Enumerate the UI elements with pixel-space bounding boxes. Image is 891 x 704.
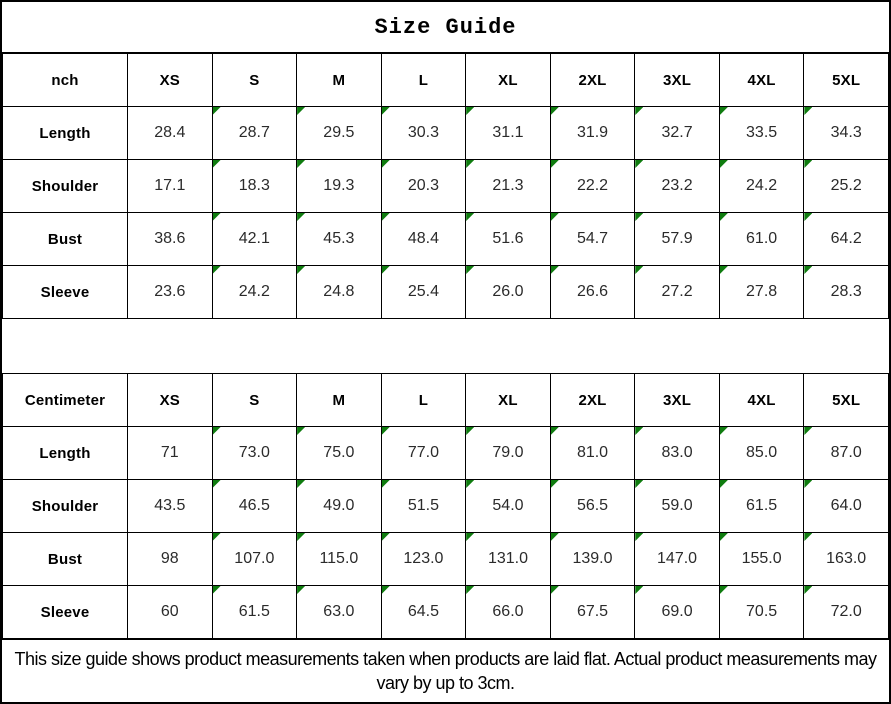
size-header-cell: XL [466, 54, 551, 107]
value-cell: 64.0 [804, 480, 889, 533]
value-cell: 33.5 [719, 107, 804, 160]
value-cell: 46.5 [212, 480, 297, 533]
value-cell: 45.3 [297, 213, 382, 266]
cell-corner-marker [804, 213, 812, 221]
cell-corner-marker [635, 533, 643, 541]
size-header-cell: S [212, 374, 297, 427]
cell-corner-marker [804, 480, 812, 488]
centimeter-size-table [2, 373, 889, 639]
cell-corner-marker [466, 480, 474, 488]
cell-corner-marker [213, 266, 221, 274]
value-cell: 77.0 [381, 427, 466, 480]
table-row [3, 533, 889, 586]
value-cell: 29.5 [297, 107, 382, 160]
value-cell: 64.5 [381, 586, 466, 639]
value-cell: 123.0 [381, 533, 466, 586]
cell-corner-marker [297, 480, 305, 488]
value-cell: 25.4 [381, 266, 466, 319]
cell-corner-marker [466, 213, 474, 221]
cell-corner-marker [297, 213, 305, 221]
value-cell: 83.0 [635, 427, 720, 480]
row-label-cell: Length [3, 107, 128, 160]
cell-corner-marker [720, 586, 728, 594]
value-cell: 69.0 [635, 586, 720, 639]
cell-corner-marker [551, 586, 559, 594]
cell-corner-marker [297, 107, 305, 115]
value-cell: 147.0 [635, 533, 720, 586]
value-cell: 19.3 [297, 160, 382, 213]
cell-corner-marker [466, 533, 474, 541]
size-header-cell: L [381, 374, 466, 427]
cell-corner-marker [551, 427, 559, 435]
value-cell: 27.8 [719, 266, 804, 319]
cell-corner-marker [635, 586, 643, 594]
value-cell: 79.0 [466, 427, 551, 480]
size-header-cell: S [212, 54, 297, 107]
row-label-cell: Sleeve [3, 266, 128, 319]
value-cell: 24.2 [719, 160, 804, 213]
cell-corner-marker [382, 480, 390, 488]
cell-corner-marker [382, 586, 390, 594]
table-spacer [2, 319, 889, 373]
value-cell: 54.0 [466, 480, 551, 533]
cell-corner-marker [297, 160, 305, 168]
title-row [2, 2, 889, 53]
unit-label-cell: nch [3, 54, 128, 107]
size-header-cell: XS [128, 54, 213, 107]
value-cell: 66.0 [466, 586, 551, 639]
value-cell: 49.0 [297, 480, 382, 533]
cell-corner-marker [635, 480, 643, 488]
size-header-cell: L [381, 54, 466, 107]
value-cell: 42.1 [212, 213, 297, 266]
cell-corner-marker [213, 586, 221, 594]
value-cell: 24.8 [297, 266, 382, 319]
value-cell: 67.5 [550, 586, 635, 639]
value-cell: 38.6 [128, 213, 213, 266]
row-label-cell: Sleeve [3, 586, 128, 639]
value-cell: 75.0 [297, 427, 382, 480]
size-header-cell: 4XL [719, 374, 804, 427]
value-cell: 81.0 [550, 427, 635, 480]
cell-corner-marker [213, 107, 221, 115]
value-cell: 28.3 [804, 266, 889, 319]
value-cell: 59.0 [635, 480, 720, 533]
unit-label-cell: Centimeter [3, 374, 128, 427]
value-cell: 34.3 [804, 107, 889, 160]
value-cell: 57.9 [635, 213, 720, 266]
value-cell: 63.0 [297, 586, 382, 639]
row-label-cell: Shoulder [3, 160, 128, 213]
value-cell: 30.3 [381, 107, 466, 160]
value-cell: 115.0 [297, 533, 382, 586]
cell-corner-marker [720, 427, 728, 435]
cell-corner-marker [382, 160, 390, 168]
value-cell: 54.7 [550, 213, 635, 266]
header-row [3, 374, 889, 427]
value-cell: 26.0 [466, 266, 551, 319]
size-header-cell: 2XL [550, 54, 635, 107]
cell-corner-marker [551, 107, 559, 115]
cell-corner-marker [382, 427, 390, 435]
cell-corner-marker [720, 213, 728, 221]
cell-corner-marker [551, 533, 559, 541]
table-row [3, 586, 889, 639]
cell-corner-marker [551, 213, 559, 221]
value-cell: 21.3 [466, 160, 551, 213]
size-header-cell: M [297, 54, 382, 107]
footer-note [2, 639, 889, 702]
value-cell: 70.5 [719, 586, 804, 639]
value-cell: 72.0 [804, 586, 889, 639]
value-cell: 17.1 [128, 160, 213, 213]
size-header-cell: XL [466, 374, 551, 427]
value-cell: 155.0 [719, 533, 804, 586]
cell-corner-marker [551, 266, 559, 274]
cell-corner-marker [213, 427, 221, 435]
table-row [3, 427, 889, 480]
value-cell: 27.2 [635, 266, 720, 319]
cell-corner-marker [635, 266, 643, 274]
value-cell: 51.6 [466, 213, 551, 266]
value-cell: 22.2 [550, 160, 635, 213]
table-row [3, 266, 889, 319]
footer-note-text: This size guide shows product measurements taken when products are laid flat. Actual product measurements may vary by up to 3cm. [14, 649, 877, 693]
cell-corner-marker [466, 107, 474, 115]
size-header-cell: M [297, 374, 382, 427]
cell-corner-marker [804, 586, 812, 594]
value-cell: 20.3 [381, 160, 466, 213]
cell-corner-marker [297, 427, 305, 435]
cell-corner-marker [213, 480, 221, 488]
value-cell: 25.2 [804, 160, 889, 213]
cell-corner-marker [720, 160, 728, 168]
cell-corner-marker [635, 107, 643, 115]
value-cell: 48.4 [381, 213, 466, 266]
value-cell: 23.6 [128, 266, 213, 319]
size-header-cell: 5XL [804, 374, 889, 427]
value-cell: 87.0 [804, 427, 889, 480]
value-cell: 163.0 [804, 533, 889, 586]
table-row [3, 480, 889, 533]
value-cell: 61.5 [212, 586, 297, 639]
value-cell: 61.0 [719, 213, 804, 266]
cell-corner-marker [635, 427, 643, 435]
row-label-cell: Bust [3, 213, 128, 266]
cell-corner-marker [551, 160, 559, 168]
value-cell: 64.2 [804, 213, 889, 266]
value-cell: 71 [128, 427, 213, 480]
size-header-cell: 3XL [635, 54, 720, 107]
cell-corner-marker [804, 427, 812, 435]
size-header-cell: 5XL [804, 54, 889, 107]
value-cell: 43.5 [128, 480, 213, 533]
cell-corner-marker [720, 266, 728, 274]
table-row [3, 160, 889, 213]
cell-corner-marker [720, 533, 728, 541]
row-label-cell: Bust [3, 533, 128, 586]
value-cell: 73.0 [212, 427, 297, 480]
cell-corner-marker [213, 160, 221, 168]
size-header-cell: 3XL [635, 374, 720, 427]
inch-size-table [2, 53, 889, 319]
value-cell: 24.2 [212, 266, 297, 319]
value-cell: 23.2 [635, 160, 720, 213]
value-cell: 131.0 [466, 533, 551, 586]
cell-corner-marker [382, 107, 390, 115]
cell-corner-marker [382, 533, 390, 541]
cell-corner-marker [720, 107, 728, 115]
value-cell: 56.5 [550, 480, 635, 533]
cell-corner-marker [551, 480, 559, 488]
value-cell: 32.7 [635, 107, 720, 160]
cell-corner-marker [804, 266, 812, 274]
value-cell: 85.0 [719, 427, 804, 480]
cell-corner-marker [466, 160, 474, 168]
cell-corner-marker [466, 427, 474, 435]
cell-corner-marker [297, 586, 305, 594]
cell-corner-marker [297, 533, 305, 541]
size-header-cell: 2XL [550, 374, 635, 427]
table-row [3, 213, 889, 266]
value-cell: 139.0 [550, 533, 635, 586]
size-header-cell: XS [128, 374, 213, 427]
row-label-cell: Length [3, 427, 128, 480]
table-row [3, 107, 889, 160]
value-cell: 98 [128, 533, 213, 586]
value-cell: 31.1 [466, 107, 551, 160]
cell-corner-marker [635, 160, 643, 168]
cell-corner-marker [804, 160, 812, 168]
value-cell: 28.7 [212, 107, 297, 160]
cell-corner-marker [720, 480, 728, 488]
value-cell: 51.5 [381, 480, 466, 533]
value-cell: 31.9 [550, 107, 635, 160]
cell-corner-marker [804, 533, 812, 541]
cell-corner-marker [466, 266, 474, 274]
value-cell: 61.5 [719, 480, 804, 533]
header-row [3, 54, 889, 107]
cell-corner-marker [213, 213, 221, 221]
cell-corner-marker [382, 213, 390, 221]
cell-corner-marker [635, 213, 643, 221]
value-cell: 28.4 [128, 107, 213, 160]
cell-corner-marker [804, 107, 812, 115]
cell-corner-marker [466, 586, 474, 594]
value-cell: 107.0 [212, 533, 297, 586]
cell-corner-marker [213, 533, 221, 541]
value-cell: 60 [128, 586, 213, 639]
page-title: Size Guide [374, 14, 517, 40]
cell-corner-marker [297, 266, 305, 274]
value-cell: 26.6 [550, 266, 635, 319]
cell-corner-marker [382, 266, 390, 274]
row-label-cell: Shoulder [3, 480, 128, 533]
size-header-cell: 4XL [719, 54, 804, 107]
value-cell: 18.3 [212, 160, 297, 213]
